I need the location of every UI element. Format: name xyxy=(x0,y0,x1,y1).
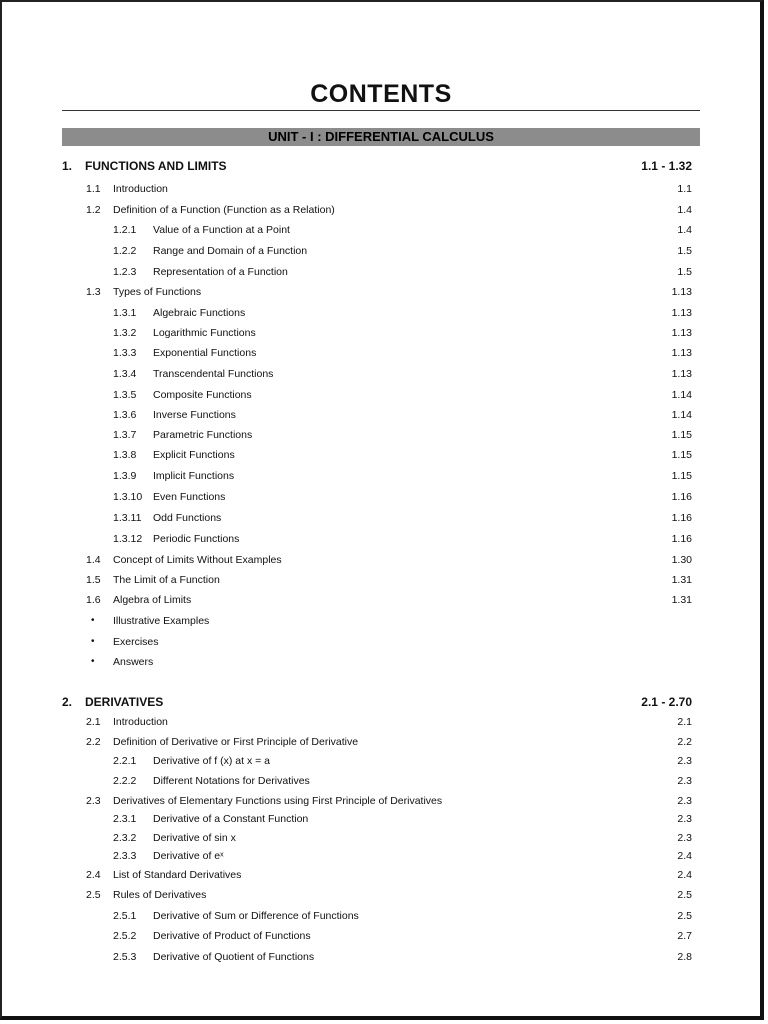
entry-label: Derivative of Product of Functions xyxy=(153,930,311,942)
entry-label: Derivatives of Elementary Functions using First Principle of Derivatives xyxy=(113,795,443,807)
entry-number: 1.2.1 xyxy=(113,224,137,236)
toc-bullet-item xyxy=(0,634,762,650)
toc-entry xyxy=(0,284,762,300)
entry-label: Implicit Functions xyxy=(153,470,235,482)
entry-page-number: 2.3 xyxy=(677,755,692,767)
toc-entry xyxy=(0,181,762,197)
toc-bullet-item xyxy=(0,613,762,629)
entry-page-number: 1.5 xyxy=(677,266,692,278)
entry-label: Derivative of eˣ xyxy=(153,850,224,862)
entry-number: 2.5 xyxy=(86,889,101,901)
entry-label: Representation of a Function xyxy=(153,266,288,278)
entry-page-number: 2.4 xyxy=(677,850,692,862)
entry-page-number: 1.16 xyxy=(671,491,692,503)
entry-number: 1.3.6 xyxy=(113,409,137,421)
entry-page-number: 1.13 xyxy=(671,347,692,359)
toc-entry xyxy=(0,552,762,568)
entry-page-number: 2.3 xyxy=(677,813,692,825)
entry-number: 2.2 xyxy=(86,736,101,748)
entry-label: Definition of a Function (Function as a Relation) xyxy=(113,204,335,216)
toc-entry xyxy=(0,928,762,944)
entry-number: 2.5.2 xyxy=(113,930,137,942)
entry-label: Inverse Functions xyxy=(153,409,236,421)
entry-number: 1.3.12 xyxy=(113,533,143,545)
toc-entry xyxy=(0,489,762,505)
entry-number: 1.2.3 xyxy=(113,266,137,278)
entry-page-number: 1.16 xyxy=(671,533,692,545)
unit-heading: UNIT - I : DIFFERENTIAL CALCULUS xyxy=(62,128,700,146)
entry-label: DERIVATIVES xyxy=(85,695,164,709)
entry-label: Logarithmic Functions xyxy=(153,327,256,339)
toc-entry xyxy=(0,243,762,259)
toc-entry xyxy=(0,830,762,846)
entry-page-number: 2.4 xyxy=(677,869,692,881)
entry-number: 1.3.8 xyxy=(113,449,137,461)
entry-number: 1.3.3 xyxy=(113,347,137,359)
entry-number: 1.2.2 xyxy=(113,245,137,257)
entry-page-number: 1.16 xyxy=(671,512,692,524)
toc-entry xyxy=(0,366,762,382)
entry-number: 2.5.1 xyxy=(113,910,137,922)
entry-label: List of Standard Derivatives xyxy=(113,869,242,881)
bullet-marker: • xyxy=(91,636,95,647)
entry-label: Algebraic Functions xyxy=(153,307,246,319)
entry-label: Even Functions xyxy=(153,491,226,503)
entry-label: The Limit of a Function xyxy=(113,574,220,586)
entry-number: 2.3.1 xyxy=(113,813,137,825)
entry-page-number: 1.31 xyxy=(671,574,692,586)
entry-page-number: 1.13 xyxy=(671,286,692,298)
toc-entry xyxy=(0,887,762,903)
entry-label: Rules of Derivatives xyxy=(113,889,207,901)
bullet-marker: • xyxy=(91,615,95,626)
toc-entry xyxy=(0,407,762,423)
toc-entry xyxy=(0,848,762,864)
entry-label: Transcendental Functions xyxy=(153,368,274,380)
entry-page-number: 1.4 xyxy=(677,224,692,236)
entry-page-number: 2.7 xyxy=(677,930,692,942)
toc-chapter xyxy=(0,694,762,710)
entry-number: 1.1 xyxy=(86,183,101,195)
entry-number: 2.4 xyxy=(86,869,101,881)
toc-entry xyxy=(0,572,762,588)
entry-number: 2. xyxy=(62,695,73,709)
entry-label: Answers xyxy=(113,656,154,668)
toc-entry xyxy=(0,949,762,965)
entry-number: 1.3.9 xyxy=(113,470,137,482)
entry-label: Composite Functions xyxy=(153,389,252,401)
toc-entry xyxy=(0,427,762,443)
entry-number: 1.3.11 xyxy=(113,512,142,524)
toc-bullet-item xyxy=(0,654,762,670)
entry-page-number: 2.3 xyxy=(677,795,692,807)
entry-page-number: 1.15 xyxy=(671,449,692,461)
entry-page-number: 1.15 xyxy=(671,470,692,482)
toc-chapter xyxy=(0,158,762,174)
toc-entry xyxy=(0,734,762,750)
entry-label: Definition of Derivative or First Principle of Derivative xyxy=(113,736,359,748)
page-title: CONTENTS xyxy=(310,80,452,108)
toc-entry xyxy=(0,387,762,403)
entry-label: Concept of Limits Without Examples xyxy=(113,554,282,566)
entry-number: 2.3.3 xyxy=(113,850,137,862)
entry-label: Odd Functions xyxy=(153,512,222,524)
entry-number: 1.5 xyxy=(86,574,101,586)
toc-entry xyxy=(0,867,762,883)
toc-entry xyxy=(0,908,762,924)
entry-label: Range and Domain of a Function xyxy=(153,245,308,257)
entry-label: Different Notations for Derivatives xyxy=(153,775,310,787)
entry-label: Explicit Functions xyxy=(153,449,235,461)
toc-entry xyxy=(0,264,762,280)
entry-label: Value of a Function at a Point xyxy=(153,224,290,236)
entry-page-number: 1.1 xyxy=(677,183,692,195)
entry-label: Introduction xyxy=(113,183,168,195)
entry-page-number: 1.14 xyxy=(671,409,692,421)
toc-entry xyxy=(0,753,762,769)
entry-page-number: 2.2 xyxy=(677,736,692,748)
toc-entry xyxy=(0,345,762,361)
entry-page-number: 2.5 xyxy=(677,910,692,922)
entry-number: 2.3 xyxy=(86,795,101,807)
entry-label: Derivative of a Constant Function xyxy=(153,813,309,825)
entry-number: 2.5.3 xyxy=(113,951,137,963)
entry-label: Introduction xyxy=(113,716,168,728)
entry-label: Parametric Functions xyxy=(153,429,253,441)
toc-entry xyxy=(0,531,762,547)
entry-label: FUNCTIONS AND LIMITS xyxy=(85,159,227,173)
bullet-marker: • xyxy=(91,656,95,667)
entry-number: 1.3.1 xyxy=(113,307,137,319)
toc-entry xyxy=(0,793,762,809)
toc-entry xyxy=(0,305,762,321)
toc-entry xyxy=(0,468,762,484)
entry-number: 2.2.2 xyxy=(113,775,137,787)
toc-entry xyxy=(0,773,762,789)
entry-label: Illustrative Examples xyxy=(113,615,210,627)
entry-page-number: 2.3 xyxy=(677,832,692,844)
entry-page-number: 2.5 xyxy=(677,889,692,901)
toc-entry xyxy=(0,714,762,730)
toc-entry xyxy=(0,811,762,827)
entry-label: Derivative of Sum or Difference of Functions xyxy=(153,910,359,922)
entry-label: Exercises xyxy=(113,636,159,648)
entry-number: 1.3 xyxy=(86,286,101,298)
entry-page-number: 1.5 xyxy=(677,245,692,257)
toc-entry xyxy=(0,222,762,238)
entry-page-number: 1.15 xyxy=(671,429,692,441)
entry-page-number: 2.8 xyxy=(677,951,692,963)
entry-label: Periodic Functions xyxy=(153,533,240,545)
entry-number: 1.2 xyxy=(86,204,101,216)
entry-page-number: 2.3 xyxy=(677,775,692,787)
entry-label: Derivative of sin x xyxy=(153,832,236,844)
entry-label: Derivative of f (x) at x = a xyxy=(153,755,270,767)
entry-page-number: 1.13 xyxy=(671,327,692,339)
entry-number: 2.1 xyxy=(86,716,101,728)
toc-entry xyxy=(0,510,762,526)
entry-number: 1.3.5 xyxy=(113,389,137,401)
entry-number: 1.3.7 xyxy=(113,429,137,441)
entry-number: 1.3.4 xyxy=(113,368,137,380)
toc-entry xyxy=(0,325,762,341)
toc-entry xyxy=(0,202,762,218)
entry-number: 1.3.10 xyxy=(113,491,143,503)
entry-number: 2.3.2 xyxy=(113,832,137,844)
entry-label: Algebra of Limits xyxy=(113,594,192,606)
entry-number: 1. xyxy=(62,159,73,173)
toc-entry xyxy=(0,447,762,463)
entry-number: 1.4 xyxy=(86,554,101,566)
entry-page-number: 1.13 xyxy=(671,307,692,319)
entry-page-number: 1.13 xyxy=(671,368,692,380)
entry-page-number: 1.1 - 1.32 xyxy=(641,159,692,173)
entry-number: 1.3.2 xyxy=(113,327,137,339)
entry-label: Types of Functions xyxy=(113,286,202,298)
entry-label: Derivative of Quotient of Functions xyxy=(153,951,315,963)
entry-page-number: 1.30 xyxy=(671,554,692,566)
toc-entry xyxy=(0,592,762,608)
entry-page-number: 1.4 xyxy=(677,204,692,216)
entry-number: 1.6 xyxy=(86,594,101,606)
entry-page-number: 2.1 - 2.70 xyxy=(641,695,692,709)
entry-page-number: 1.31 xyxy=(671,594,692,606)
entry-page-number: 2.1 xyxy=(677,716,692,728)
title-divider xyxy=(62,110,700,111)
entry-page-number: 1.14 xyxy=(671,389,692,401)
entry-label: Exponential Functions xyxy=(153,347,257,359)
entry-number: 2.2.1 xyxy=(113,755,137,767)
